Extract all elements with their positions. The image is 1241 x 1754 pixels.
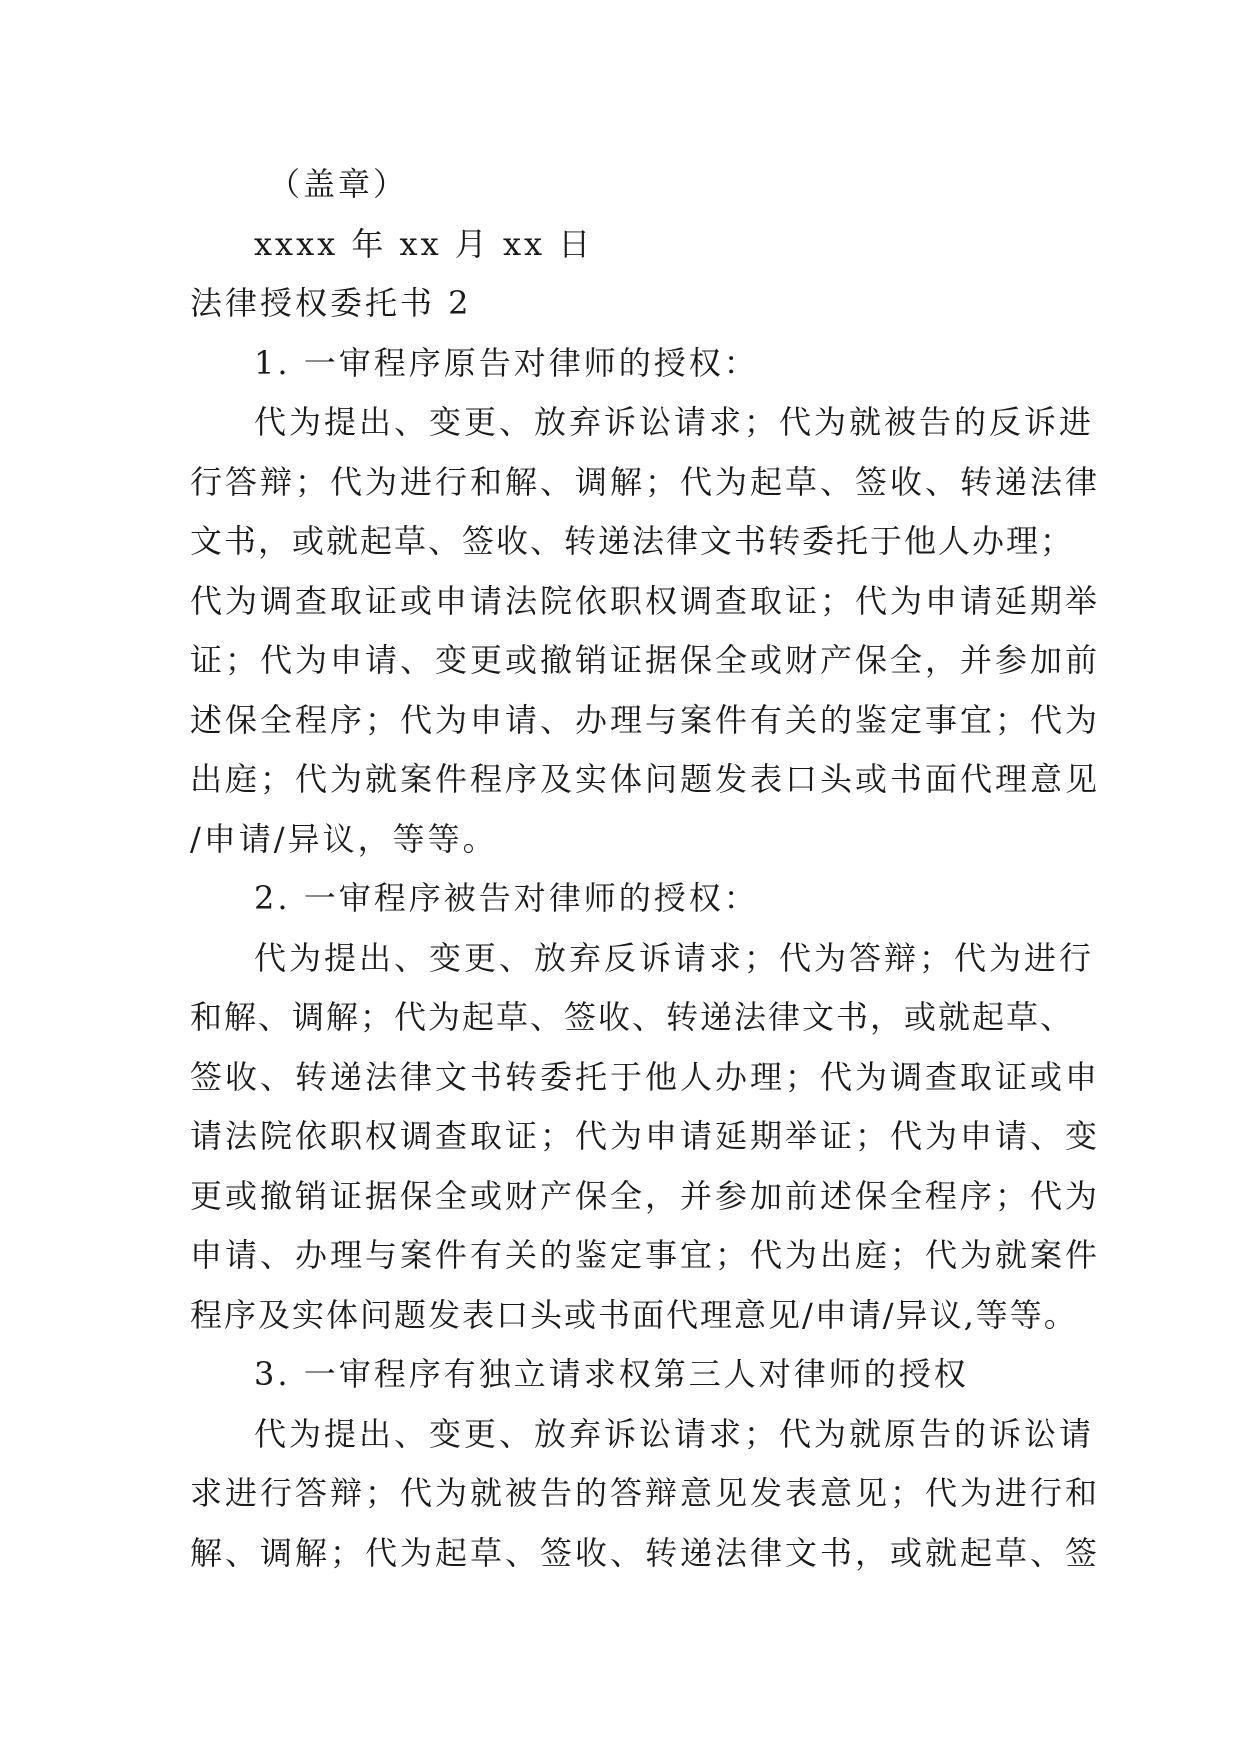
paragraph-line: 代为提出、变更、放弃反诉请求；代为答辩；代为进行 <box>254 938 1095 977</box>
document-heading: 法律授权委托书 2 <box>190 284 472 322</box>
seal-line: （盖章） <box>268 165 409 203</box>
paragraph-line: 代为调查取证或申请法院依职权调查取证；代为申请延期举 <box>190 581 1101 620</box>
paragraph-line: 签收、转递法律文书转委托于他人办理；代为调查取证或申 <box>190 1057 1101 1096</box>
paragraph-line: 行答辩；代为进行和解、调解；代为起草、签收、转递法律 <box>190 462 1101 501</box>
date-line: xxxx 年 xx 月 xx 日 <box>254 224 594 263</box>
paragraph-line: 解、调解；代为起草、签收、转递法律文书，或就起草、签 <box>190 1533 1101 1572</box>
paragraph-line: 出庭；代为就案件程序及实体问题发表口头或书面代理意见 <box>190 760 1101 798</box>
paragraph-line: 代为提出、变更、放弃诉讼请求；代为就被告的反诉进 <box>254 403 1095 441</box>
paragraph-line: /申请/异议，等等。 <box>190 819 498 858</box>
section-title: 3. 一审程序有独立请求权第三人对律师的授权 <box>254 1355 969 1393</box>
section-title: 2. 一审程序被告对律师的授权： <box>254 879 759 917</box>
paragraph-line: 述保全程序；代为申请、办理与案件有关的鉴定事宜；代为 <box>190 700 1101 739</box>
paragraph-line: 文书，或就起草、签收、转递法律文书转委托于他人办理； <box>190 522 1075 560</box>
paragraph-line: 申请、办理与案件有关的鉴定事宜；代为出庭；代为就案件 <box>190 1236 1101 1274</box>
paragraph-line: 和解、调解；代为起草、签收、转递法律文书，或就起草、 <box>190 998 1075 1036</box>
paragraph-line: 求进行答辩；代为就被告的答辩意见发表意见；代为进行和 <box>190 1474 1101 1512</box>
paragraph-line: 代为提出、变更、放弃诉讼请求；代为就原告的诉讼请 <box>254 1414 1095 1453</box>
section-title: 1. 一审程序原告对律师的授权： <box>254 343 759 382</box>
paragraph-line: 程序及实体问题发表口头或书面代理意见/申请/异议,等等。 <box>190 1295 1078 1334</box>
document-body <box>190 155 1101 1583</box>
paragraph-line: 请法院依职权调查取证；代为申请延期举证；代为申请、变 <box>190 1117 1101 1155</box>
paragraph-line: 证；代为申请、变更或撤销证据保全或财产保全，并参加前 <box>190 641 1101 679</box>
paragraph-line: 更或撤销证据保全或财产保全，并参加前述保全程序；代为 <box>190 1176 1101 1215</box>
